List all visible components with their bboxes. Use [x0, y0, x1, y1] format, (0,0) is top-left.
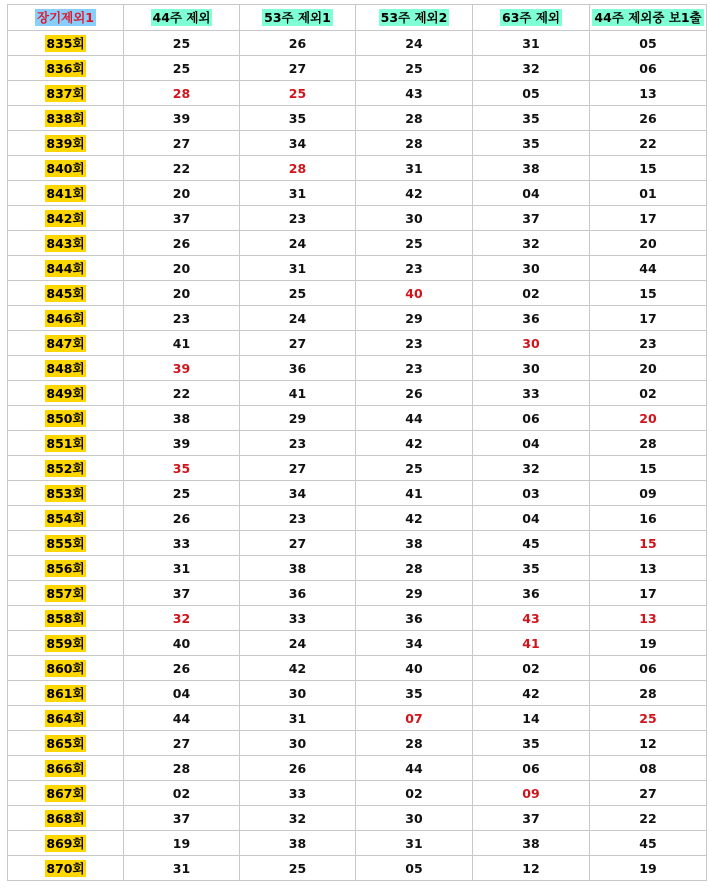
number-cell: 27 [124, 731, 240, 756]
number-cell: 05 [473, 81, 590, 106]
number-cell: 28 [124, 81, 240, 106]
number-cell: 13 [590, 81, 707, 106]
table-row [8, 806, 707, 831]
number-cell: 38 [473, 156, 590, 181]
number-cell: 34 [240, 131, 356, 156]
number-cell: 33 [473, 381, 590, 406]
number-cell: 29 [356, 581, 473, 606]
header-cell-44-week-exclude [124, 5, 240, 31]
number-cell: 34 [356, 631, 473, 656]
table-row [8, 56, 707, 81]
number-cell: 42 [356, 181, 473, 206]
number-cell: 12 [473, 856, 590, 881]
number-cell: 20 [124, 181, 240, 206]
round-cell [8, 556, 124, 581]
table-row [8, 231, 707, 256]
number-cell: 38 [473, 831, 590, 856]
number-cell: 35 [473, 556, 590, 581]
round-label: 846회 [46, 310, 85, 326]
round-cell [8, 506, 124, 531]
table-row [8, 756, 707, 781]
number-cell: 13 [590, 556, 707, 581]
round-label: 836회 [46, 60, 85, 76]
number-cell: 33 [124, 531, 240, 556]
table-row [8, 356, 707, 381]
round-cell [8, 331, 124, 356]
number-cell: 35 [473, 131, 590, 156]
number-cell: 04 [473, 431, 590, 456]
number-cell: 27 [240, 456, 356, 481]
round-label: 835회 [46, 35, 85, 51]
number-cell: 20 [124, 281, 240, 306]
number-cell: 06 [590, 656, 707, 681]
table-body [8, 31, 707, 881]
round-cell [8, 181, 124, 206]
number-cell: 23 [356, 356, 473, 381]
table-row [8, 781, 707, 806]
number-cell: 31 [124, 556, 240, 581]
number-cell: 40 [356, 656, 473, 681]
number-cell: 38 [124, 406, 240, 431]
table-row [8, 106, 707, 131]
table-row [8, 681, 707, 706]
number-cell: 37 [473, 806, 590, 831]
number-cell: 35 [473, 106, 590, 131]
number-cell: 35 [473, 731, 590, 756]
number-cell: 23 [240, 431, 356, 456]
number-cell: 42 [240, 656, 356, 681]
number-cell: 26 [590, 106, 707, 131]
number-cell: 45 [473, 531, 590, 556]
round-cell [8, 606, 124, 631]
header-cell-long-term-exclude [8, 5, 124, 31]
header-label: 53주 제외2 [380, 10, 448, 25]
number-cell: 31 [356, 156, 473, 181]
number-cell: 06 [590, 56, 707, 81]
table-row [8, 81, 707, 106]
number-cell: 35 [240, 106, 356, 131]
number-cell: 25 [240, 81, 356, 106]
number-cell: 26 [124, 506, 240, 531]
table-row [8, 281, 707, 306]
number-cell: 05 [356, 856, 473, 881]
number-cell: 23 [240, 206, 356, 231]
number-cell: 30 [240, 681, 356, 706]
number-cell: 41 [240, 381, 356, 406]
exclusion-number-table [7, 4, 707, 881]
number-cell: 15 [590, 531, 707, 556]
number-cell: 07 [356, 706, 473, 731]
number-cell: 38 [356, 531, 473, 556]
round-cell [8, 106, 124, 131]
number-cell: 36 [356, 606, 473, 631]
number-cell: 28 [356, 556, 473, 581]
number-cell: 32 [124, 606, 240, 631]
number-cell: 42 [356, 431, 473, 456]
number-cell: 31 [240, 181, 356, 206]
number-cell: 20 [590, 406, 707, 431]
number-cell: 25 [124, 56, 240, 81]
number-cell: 36 [240, 356, 356, 381]
number-cell: 30 [356, 206, 473, 231]
table-row [8, 606, 707, 631]
number-cell: 02 [124, 781, 240, 806]
round-label: 838회 [46, 110, 85, 126]
round-label: 864회 [46, 710, 85, 726]
number-cell: 32 [473, 456, 590, 481]
number-cell: 28 [240, 156, 356, 181]
number-cell: 25 [590, 706, 707, 731]
number-cell: 34 [240, 481, 356, 506]
number-cell: 27 [240, 56, 356, 81]
table-row [8, 156, 707, 181]
number-cell: 17 [590, 206, 707, 231]
number-cell: 03 [473, 481, 590, 506]
number-cell: 08 [590, 756, 707, 781]
number-cell: 01 [590, 181, 707, 206]
number-cell: 39 [124, 431, 240, 456]
number-cell: 27 [240, 531, 356, 556]
round-label: 847회 [46, 335, 85, 351]
header-label: 장기제외1 [37, 10, 94, 25]
number-cell: 28 [356, 731, 473, 756]
round-label: 844회 [46, 260, 85, 276]
number-cell: 41 [124, 331, 240, 356]
round-label: 843회 [46, 235, 85, 251]
table-row [8, 656, 707, 681]
round-label: 858회 [46, 610, 85, 626]
number-cell: 09 [473, 781, 590, 806]
number-cell: 16 [590, 506, 707, 531]
round-cell [8, 231, 124, 256]
round-label: 857회 [46, 585, 85, 601]
number-cell: 42 [356, 506, 473, 531]
number-cell: 02 [356, 781, 473, 806]
table-row [8, 631, 707, 656]
round-cell [8, 406, 124, 431]
number-cell: 24 [240, 231, 356, 256]
number-cell: 33 [240, 781, 356, 806]
number-cell: 22 [590, 806, 707, 831]
round-label: 837회 [46, 85, 85, 101]
header-label: 44주 제외중 보1출 [594, 10, 702, 25]
round-label: 854회 [46, 510, 85, 526]
round-cell [8, 781, 124, 806]
round-label: 867회 [46, 785, 85, 801]
number-cell: 35 [124, 456, 240, 481]
number-cell: 19 [124, 831, 240, 856]
number-cell: 17 [590, 306, 707, 331]
number-cell: 40 [124, 631, 240, 656]
round-cell [8, 381, 124, 406]
number-cell: 23 [124, 306, 240, 331]
round-label: 860회 [46, 660, 85, 676]
number-cell: 31 [240, 706, 356, 731]
number-cell: 22 [124, 156, 240, 181]
round-cell [8, 131, 124, 156]
table-row [8, 181, 707, 206]
round-cell [8, 431, 124, 456]
round-cell [8, 831, 124, 856]
number-cell: 06 [473, 756, 590, 781]
table-row [8, 206, 707, 231]
header-label: 44주 제외 [152, 10, 211, 25]
number-cell: 36 [473, 306, 590, 331]
round-label: 845회 [46, 285, 85, 301]
number-cell: 28 [590, 681, 707, 706]
header-cell-63-week-exclude [473, 5, 590, 31]
round-cell [8, 306, 124, 331]
number-cell: 25 [124, 481, 240, 506]
header-cell-53-week-exclude-2 [356, 5, 473, 31]
number-cell: 42 [473, 681, 590, 706]
round-cell [8, 281, 124, 306]
number-cell: 04 [473, 181, 590, 206]
round-label: 853회 [46, 485, 85, 501]
number-cell: 28 [590, 431, 707, 456]
round-cell [8, 206, 124, 231]
number-cell: 04 [473, 506, 590, 531]
round-label: 839회 [46, 135, 85, 151]
number-cell: 23 [356, 256, 473, 281]
number-cell: 28 [124, 756, 240, 781]
number-cell: 30 [473, 356, 590, 381]
table-row [8, 856, 707, 881]
number-cell: 44 [356, 756, 473, 781]
table-row [8, 131, 707, 156]
round-label: 850회 [46, 410, 85, 426]
round-label: 852회 [46, 460, 85, 476]
number-cell: 37 [124, 206, 240, 231]
number-cell: 12 [590, 731, 707, 756]
number-cell: 36 [473, 581, 590, 606]
number-cell: 04 [124, 681, 240, 706]
number-cell: 17 [590, 581, 707, 606]
number-cell: 22 [590, 131, 707, 156]
number-cell: 20 [124, 256, 240, 281]
number-cell: 35 [356, 681, 473, 706]
round-label: 861회 [46, 685, 85, 701]
round-cell [8, 531, 124, 556]
round-cell [8, 481, 124, 506]
number-cell: 23 [240, 506, 356, 531]
header-cell-44-week-bonus [590, 5, 707, 31]
round-cell [8, 756, 124, 781]
round-cell [8, 56, 124, 81]
number-cell: 36 [240, 581, 356, 606]
round-label: 855회 [46, 535, 85, 551]
table-row [8, 31, 707, 56]
round-cell [8, 456, 124, 481]
table-row [8, 531, 707, 556]
number-cell: 26 [124, 656, 240, 681]
round-cell [8, 256, 124, 281]
table-row [8, 731, 707, 756]
number-cell: 02 [590, 381, 707, 406]
number-cell: 23 [356, 331, 473, 356]
number-cell: 40 [356, 281, 473, 306]
number-cell: 27 [590, 781, 707, 806]
table-row [8, 506, 707, 531]
round-cell [8, 806, 124, 831]
number-cell: 25 [240, 281, 356, 306]
round-label: 849회 [46, 385, 85, 401]
number-cell: 27 [240, 331, 356, 356]
header-row [8, 5, 707, 31]
number-cell: 31 [240, 256, 356, 281]
number-cell: 15 [590, 156, 707, 181]
header-label: 63주 제외 [502, 10, 560, 25]
number-cell: 30 [473, 331, 590, 356]
number-cell: 38 [240, 556, 356, 581]
table-row [8, 381, 707, 406]
header-label: 53주 제외1 [264, 10, 331, 25]
number-cell: 39 [124, 106, 240, 131]
round-label: 842회 [46, 210, 85, 226]
number-cell: 25 [356, 231, 473, 256]
number-cell: 30 [240, 731, 356, 756]
round-label: 851회 [46, 435, 85, 451]
number-cell: 19 [590, 856, 707, 881]
round-label: 841회 [46, 185, 85, 201]
number-cell: 31 [473, 31, 590, 56]
header-cell-53-week-exclude-1 [240, 5, 356, 31]
number-cell: 43 [356, 81, 473, 106]
number-cell: 29 [240, 406, 356, 431]
round-label: 859회 [46, 635, 85, 651]
number-cell: 09 [590, 481, 707, 506]
round-cell [8, 156, 124, 181]
round-label: 840회 [46, 160, 85, 176]
number-cell: 02 [473, 281, 590, 306]
number-cell: 30 [473, 256, 590, 281]
number-cell: 44 [356, 406, 473, 431]
round-cell [8, 856, 124, 881]
number-cell: 41 [356, 481, 473, 506]
table-container [7, 4, 707, 881]
round-label: 869회 [46, 835, 85, 851]
number-cell: 39 [124, 356, 240, 381]
number-cell: 20 [590, 356, 707, 381]
table-row [8, 331, 707, 356]
table-row [8, 706, 707, 731]
number-cell: 26 [240, 31, 356, 56]
number-cell: 37 [124, 806, 240, 831]
number-cell: 28 [356, 106, 473, 131]
round-cell [8, 731, 124, 756]
number-cell: 38 [240, 831, 356, 856]
round-cell [8, 81, 124, 106]
round-cell [8, 31, 124, 56]
table-row [8, 581, 707, 606]
number-cell: 24 [240, 631, 356, 656]
number-cell: 15 [590, 281, 707, 306]
number-cell: 22 [124, 381, 240, 406]
number-cell: 24 [240, 306, 356, 331]
table-row [8, 306, 707, 331]
number-cell: 33 [240, 606, 356, 631]
number-cell: 32 [240, 806, 356, 831]
table-row [8, 481, 707, 506]
number-cell: 29 [356, 306, 473, 331]
round-label: 868회 [46, 810, 85, 826]
number-cell: 26 [124, 231, 240, 256]
table-row [8, 456, 707, 481]
table-row [8, 406, 707, 431]
number-cell: 13 [590, 606, 707, 631]
round-cell [8, 706, 124, 731]
number-cell: 02 [473, 656, 590, 681]
number-cell: 26 [356, 381, 473, 406]
number-cell: 44 [590, 256, 707, 281]
number-cell: 28 [356, 131, 473, 156]
table-row [8, 256, 707, 281]
round-cell [8, 356, 124, 381]
number-cell: 25 [240, 856, 356, 881]
table-row [8, 431, 707, 456]
number-cell: 37 [473, 206, 590, 231]
number-cell: 20 [590, 231, 707, 256]
round-cell [8, 656, 124, 681]
round-label: 848회 [46, 360, 85, 376]
round-cell [8, 681, 124, 706]
round-label: 866회 [46, 760, 85, 776]
number-cell: 25 [356, 56, 473, 81]
number-cell: 43 [473, 606, 590, 631]
round-label: 856회 [46, 560, 85, 576]
number-cell: 24 [356, 31, 473, 56]
number-cell: 06 [473, 406, 590, 431]
table-row [8, 831, 707, 856]
number-cell: 37 [124, 581, 240, 606]
number-cell: 26 [240, 756, 356, 781]
number-cell: 27 [124, 131, 240, 156]
round-cell [8, 581, 124, 606]
number-cell: 41 [473, 631, 590, 656]
table-row [8, 556, 707, 581]
number-cell: 31 [356, 831, 473, 856]
number-cell: 19 [590, 631, 707, 656]
number-cell: 44 [124, 706, 240, 731]
number-cell: 14 [473, 706, 590, 731]
round-label: 865회 [46, 735, 85, 751]
round-label: 870회 [46, 860, 85, 876]
round-cell [8, 631, 124, 656]
number-cell: 25 [124, 31, 240, 56]
number-cell: 32 [473, 231, 590, 256]
number-cell: 15 [590, 456, 707, 481]
number-cell: 23 [590, 331, 707, 356]
number-cell: 31 [124, 856, 240, 881]
number-cell: 45 [590, 831, 707, 856]
number-cell: 05 [590, 31, 707, 56]
number-cell: 32 [473, 56, 590, 81]
number-cell: 25 [356, 456, 473, 481]
number-cell: 30 [356, 806, 473, 831]
